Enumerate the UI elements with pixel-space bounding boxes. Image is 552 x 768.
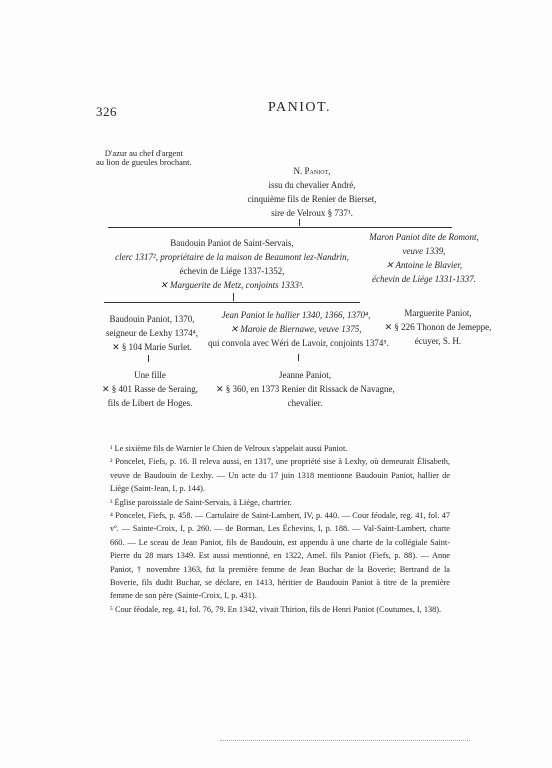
footnote: ⁵ Cour féodale, reg. 41, fol. 76, 79. En 1342, vivait Thirion, fils de Henri Paniot (Coutumes, I, 138). [110, 604, 442, 614]
entry-line: ✕ § 226 Thonon de Jemeppe, [384, 322, 492, 332]
entry-line: qui convola avec Wéri de Lavoir, conjoints 1374⁵. [208, 338, 389, 348]
entry-line: chevalier. [287, 398, 323, 408]
entry-line: échevin de Liége 1337-1352, [179, 266, 285, 276]
footnote: ² Poncelet, Fiefs, p. 16. Il releva aussi, en 1317, une propriété sise à Lexhy, où demeurait Élisabeth, veuve de Baudouin de Lexhy. — Un acte du 17 juin 1318 mentionne Baudouin Paniot, hallier de Liége (Saint-Jean, I, p. 144). [110, 457, 450, 494]
entry-line: Maron Paniot dite de Romont, [369, 232, 479, 242]
entry-line: écuyer, S. H. [414, 336, 462, 346]
tree-connector [298, 354, 299, 361]
entry-line: seigneur de Lexhy 1374⁴, [105, 328, 199, 338]
tree-branch-line [108, 227, 452, 228]
root-entry [212, 164, 412, 220]
root-name: N. Paniot, [293, 166, 331, 176]
tree-connector [148, 355, 149, 362]
root-line: issu du chevalier André, [268, 180, 356, 190]
entry-marguerite-paniot [384, 306, 492, 348]
entry-baudouin-lexhy [98, 312, 206, 354]
tree-connector [233, 293, 234, 301]
footnote: ⁴ Poncelet, Fiefs, p. 458. — Cartulaire de Saint-Lambert, IV, p. 440. — Cour féodale, reg. 41, fol. 47 vº. — Sainte-Croix, I, p. 260. — de Borman, Les Échevins, I, p. 188. — Val-Saint-Lambert, charte 660. — Le sceau de Jean Paniot, fils de Baudouin, est appendu à une charte de la collégiale Saint-Pierre du 28 mars 1349. Est aussi mentionné, en 1322, Amel. fils Paniot (Fiefs, p. 88). — Anne Paniot, † novembre 1363, fut la première femme de Jean Buchar de la Boverie; Bertrand de la Boverie, fils dudit Buchar, se déclare, en 1413, héritier de Baudouin Paniot à titre de la première femme de son père (Sainte-Croix, I, p. 431). [110, 511, 450, 601]
root-line: cinquième fils de Renier de Bierset, [247, 194, 377, 204]
entry-line: ✕ § 360, en 1373 Renier dit Rissack de Navagne, [216, 384, 395, 394]
entry-line: échevin de Liége 1331-1337. [372, 274, 476, 284]
scan-edge-line [220, 740, 470, 741]
entry-line: ✕ § 401 Rasse de Seraing, [101, 384, 199, 394]
entry-baudouin-saint-servais [104, 236, 360, 292]
coat-of-arms-blazon [96, 149, 192, 167]
entry-jean-paniot-hallier [208, 308, 389, 350]
entry-line: fils de Libert de Hoges. [107, 398, 193, 408]
tree-connector [299, 219, 300, 226]
footnote: ¹ Le sixième fils de Warnier le Chien de Velroux s'appelait aussi Paniot. [110, 444, 348, 453]
entry-line: veuve 1339, [402, 246, 446, 256]
entry-line: Marguerite Paniot, [404, 308, 472, 318]
entry-line: ✕ § 104 Marie Surlet. [112, 342, 192, 352]
entry-line: Baudouin Paniot de Saint-Servais, [170, 238, 294, 248]
entry-line: Baudouin Paniot, 1370, [109, 314, 195, 324]
footnote: ³ Église paroissiale de Saint-Servais, à Liége, chartrier. [110, 497, 292, 507]
tree-branch-line [104, 302, 360, 303]
page-title: PANIOT. [268, 100, 332, 115]
entry-une-fille [100, 368, 200, 410]
entry-maron-paniot [364, 230, 484, 286]
entry-line: ✕ Antoine le Blavier, [385, 260, 463, 270]
page-number: 326 [96, 104, 117, 119]
entry-line: Jeanne Paniot, [279, 370, 331, 380]
entry-line: ✕ Marguerite de Metz, conjoints 1333³. [160, 280, 304, 290]
footnotes [110, 442, 450, 616]
entry-line: ✕ Maroie de Biernawe, veuve 1375, [230, 324, 362, 334]
entry-line: Une fille [134, 370, 166, 380]
entry-line: Jean Paniot le hallier 1340, 1366, 1370⁴, [221, 310, 371, 320]
entry-line: clerc 1317², propriétaire de la maison de Beaumont lez-Nandrin, [115, 252, 349, 262]
blazon-line: D'azur au chef d'argent [104, 148, 183, 158]
root-line: sire de Velroux § 737¹. [271, 208, 353, 218]
entry-jeanne-paniot [216, 368, 394, 410]
blazon-line: au lion de gueules brochant. [96, 157, 192, 167]
